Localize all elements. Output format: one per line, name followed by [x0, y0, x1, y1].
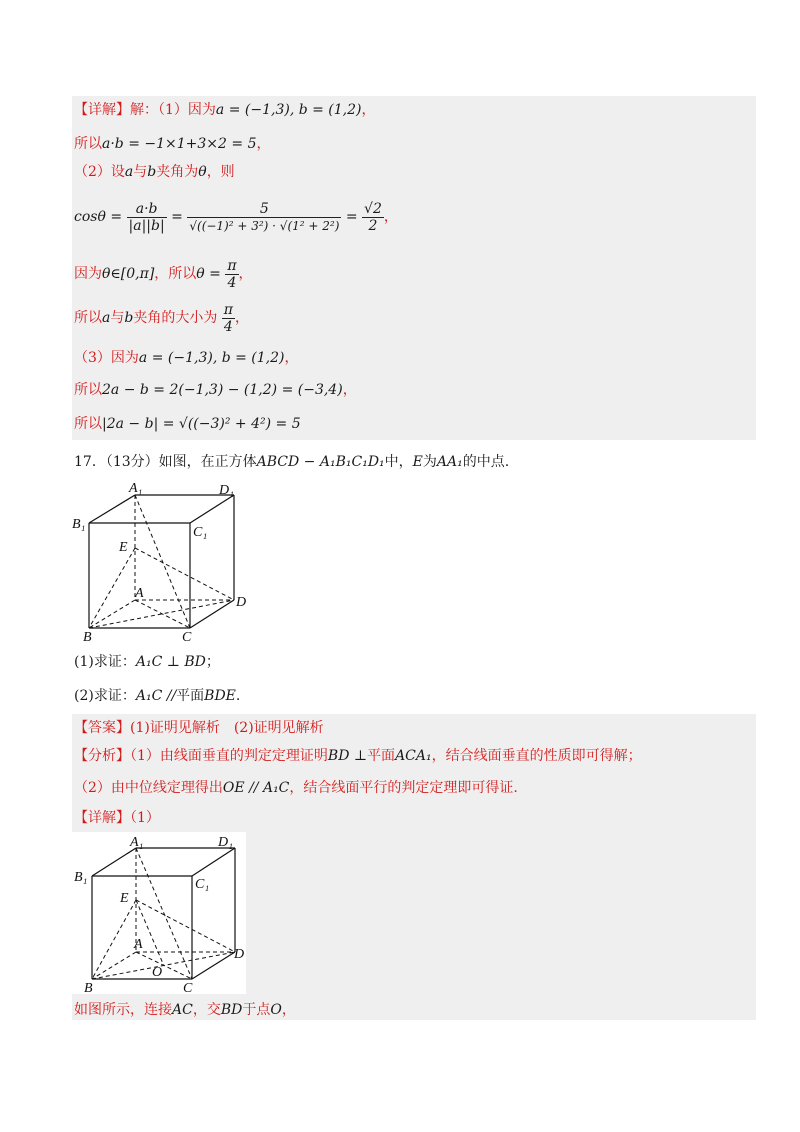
fraction: $\frac{a\cdot b}{|a||b|}$ [128, 200, 165, 234]
label-D1-fig2: D₁ [218, 835, 233, 850]
label-C-fig2: C [183, 981, 193, 994]
label-D1: D₁ [219, 483, 234, 498]
analysis-line-1: 【分析】（1）由线面垂直的判定定理证明BD ⊥平面ACA₁，结合线面垂直的性质即可得解； [74, 748, 642, 764]
s1-line-4-cos-formula: cosθ = $\frac{a\cdot b}{|a||b|}$ = $\frac{5}{\text{√((−1)² + 3²) · √(1² + 2²)}}$ = $\frac{√2}{2}$ ， [74, 200, 398, 234]
fraction: $\frac{5}{\text{√((−1)² + 3²) · √(1² + 2²)}}$ [189, 200, 340, 233]
detail-line: 【详解】（1） [74, 810, 160, 826]
detail-last-line: 如图所示，连接AC，交BD于点O， [74, 1002, 296, 1018]
label-B1-fig2: B₁ [74, 870, 88, 885]
math: a·b = −1×1+3×2 = 5 [102, 136, 257, 152]
label-O-fig2: O [152, 965, 163, 980]
label-A-fig2: A [134, 937, 143, 952]
question-17-stem: 17．（13分）如图，在正方体ABCD − A₁B₁C₁D₁中，E为AA₁的中点. [74, 454, 510, 470]
answer-tag: 【答案】 [74, 720, 130, 736]
fraction: $\frac{√2}{2}$ [364, 200, 382, 234]
label-E: E [119, 540, 128, 555]
s1-line-7: （3）因为a = (−1,3), b = (1,2)， [74, 350, 299, 366]
analysis-line-2: （2）由中位线定理得出OE // A₁C，结合线面平行的判定定理即可得证. [74, 780, 518, 796]
label-A1: A₁ [129, 481, 143, 496]
label-B: B [83, 630, 92, 644]
detail-tag: 【详解】 [74, 102, 130, 118]
s1-line-5: 因为θ∈[0,π]，所以θ = $\frac{\pi}{4}$ ， [74, 257, 253, 291]
label-D-fig2: D [234, 947, 245, 962]
s1-line-2: 所以a·b = −1×1+3×2 = 5， [74, 136, 271, 152]
question-17-part-2: (2)求证：A₁C //平面BDE. [74, 688, 241, 704]
cube-figure-2 [72, 832, 246, 994]
s1-line-8: 所以2a − b = 2(−1,3) − (1,2) = (−3,4)， [74, 382, 357, 398]
label-B-fig2: B [84, 981, 93, 994]
label-C: C [182, 630, 192, 644]
label-D: D [236, 595, 247, 610]
answer-line: 【答案】(1)证明见解析 (2)证明见解析 [74, 720, 324, 736]
label-A: A [135, 586, 144, 601]
s1-line-6: 所以a与b夹角的大小为 $\frac{\pi}{4}$ ， [74, 301, 249, 335]
label-B1: B₁ [72, 517, 86, 532]
label-C1-fig2: C₁ [195, 877, 210, 892]
cube-figure-1 [70, 478, 250, 644]
label-E-fig2: E [120, 891, 129, 906]
question-17-part-1: (1)求证：A₁C ⊥ BD； [74, 654, 220, 670]
detail-tag-2: 【详解】 [74, 810, 130, 826]
s1-line-3: （2）设a与b夹角为θ，则 [74, 164, 235, 180]
s1-line-9: 所以|2a − b| = √((−3)² + 4²) = 5 [74, 416, 301, 432]
label-C1: C₁ [193, 525, 208, 540]
math: a = (−1,3), b = (1,2) [215, 102, 362, 118]
fraction: $\frac{\pi}{4}$ [227, 257, 237, 291]
fraction: $\frac{\pi}{4}$ [223, 301, 233, 335]
label-A1-fig2: A₁ [130, 835, 144, 850]
analysis-tag: 【分析】 [74, 748, 130, 764]
s1-line-1: 【详解】解：（1）因为a = (−1,3), b = (1,2)， [74, 102, 376, 118]
